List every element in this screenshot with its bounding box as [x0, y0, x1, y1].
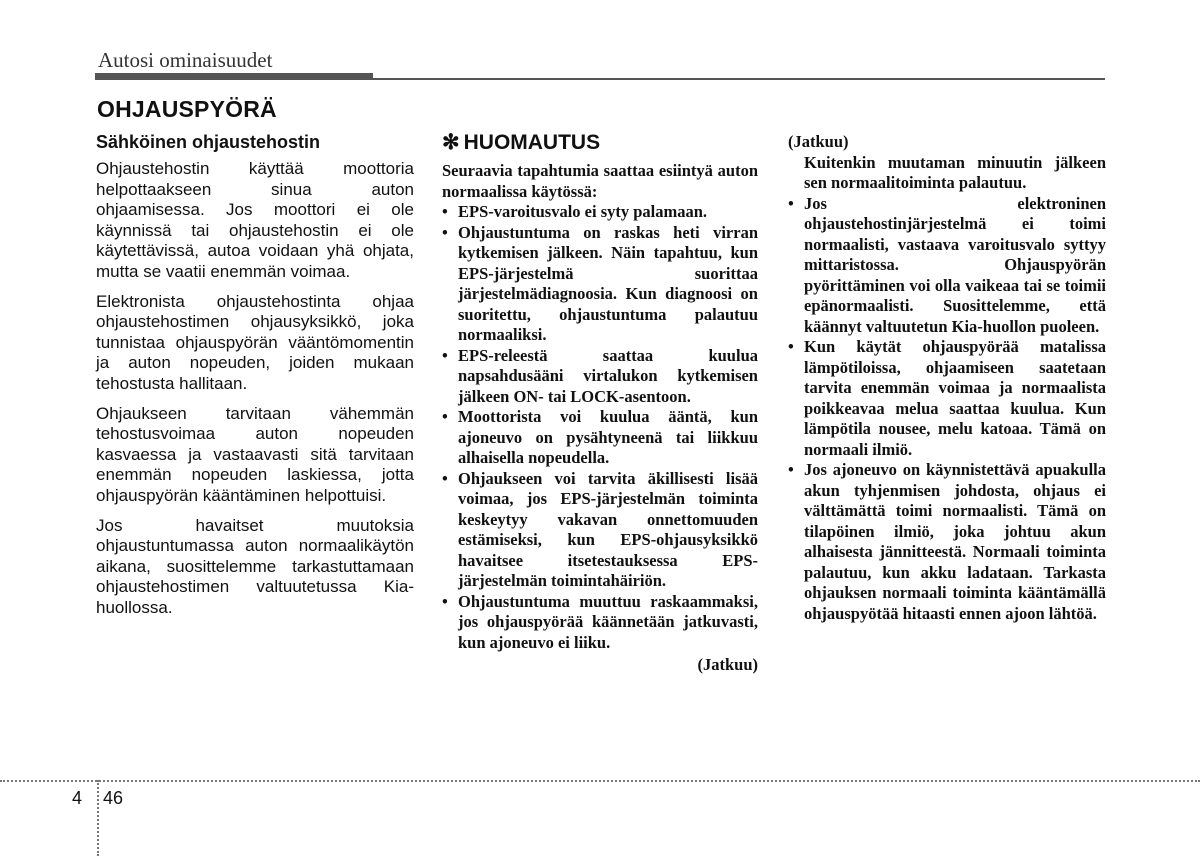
list-item — [442, 469, 758, 592]
paragraph: Elektronista ohjaustehostinta ohjaa ohjaustehostimen ohjausyksikkö, joka tunnistaa ohjauspyörän vääntömomentin ja auton nopeuden, joiden mukaan tehostusta hallitaan. — [96, 291, 414, 393]
bullet-icon: • — [442, 591, 448, 611]
section-title: OHJAUSPYÖRÄ — [97, 96, 277, 122]
list-item-text: Jos elektroninen ohjaustehostinjärjestelmä ei toimi normaalisti, vastaava varoitusvalo syttyy mittaristossa. Ohjauspyörän pyörittäminen voi olla vaikeaa tai se toimii epänormaalisti. Suosittelemme, että käännyt valtuutetun Kia-huollon puoleen. — [804, 193, 1106, 336]
asterisk-icon: ✻ — [442, 131, 460, 154]
list-item — [442, 407, 758, 469]
subsection-heading: Sähköinen ohjaustehostin — [96, 132, 321, 152]
notice-intro: Seuraavia tapahtumia saattaa esiintyä auton normaalissa käytössä: — [442, 161, 758, 201]
column-1 — [96, 132, 414, 627]
bullet-icon: • — [788, 460, 794, 479]
bullet-icon: • — [442, 407, 448, 426]
bullet-icon: • — [442, 468, 448, 488]
continued-paragraph: Kuitenkin muutaman minuutin jälkeen sen normaalitoiminta palautuu. — [804, 152, 1106, 192]
bullet-icon: • — [442, 222, 448, 242]
list-item-text: Jos ajoneuvo on käynnistettävä apuakulla akun tyhjenmisen johdosta, ohjaus ei välttämättä toimi normaalisti. Tämä on tilapöinen ilmiö, joka johtuu akun alhaisesta jännitteestä. Normaali toiminta palautuu, kun akku ladataan. Tarkasta ohjauksen normaali toiminta kääntämällä ohjauspyötää hitaasti ennen ajoon lähtöä. — [804, 460, 1106, 623]
footer-vertical-divider — [97, 780, 99, 856]
column-3-notice-continued — [788, 132, 1106, 624]
list-item — [442, 346, 758, 408]
list-item-text: EPS-varoitusvalo ei syty palamaan. — [458, 202, 708, 221]
paragraph: Ohjaukseen tarvitaan vähemmän tehostusvoimaa auton nopeuden kasvaessa ja vastaavasti sitä tarvitaan enemmän nopeuden laskiessa, jotta ohjauspyörän kääntäminen helpottuisi. — [96, 403, 414, 505]
bullet-icon: • — [442, 202, 448, 221]
paragraph: Jos havaitset muutoksia ohjaustuntumassa auton normaalikäytön aikana, suosittelemme tarkastuttamaan ohjaustehostimen valtuutetussa Kia-huollossa. — [96, 515, 414, 617]
column-2-notice — [442, 130, 758, 676]
notice-heading-text: HUOMAUTUS — [463, 131, 601, 154]
bullet-icon: • — [442, 345, 448, 365]
list-item-text: Ohjaustuntuma muuttuu raskaammaksi, jos ohjauspyörää käännetään jatkuvasti, kun ajoneuvo ei liiku. — [458, 591, 758, 652]
list-item-text: EPS-releestä saattaa kuulua napsahdusääni virtalukon kytkemisen jälkeen ON- tai LOCK-asentoon. — [458, 345, 758, 406]
header-rule-thin — [95, 78, 1105, 80]
list-item-text: Kun käytät ohjauspyörää matalissa lämpötiloissa, ohjaamiseen saatetaan tarvita enemmän voimaa ja normaalista poikkeavaa melua saattaa kuulua. Kun lämpötila nousee, melu katoaa. Tämä on normaali ilmiö. — [804, 337, 1106, 459]
list-item-text: Ohjaustuntuma on raskas heti virran kytkemisen jälkeen. Näin tapahtuu, kun EPS-järjestelmä suorittaa järjestelmädiagnoosia. Kun diagnoosi on suoritettu, ohjaustuntuma palautuu normaaliksi. — [458, 222, 758, 344]
notice-heading — [442, 130, 758, 155]
page-number: 46 — [103, 788, 124, 808]
bullet-icon: • — [788, 337, 794, 356]
bullet-icon: • — [788, 193, 794, 213]
list-item — [788, 460, 1106, 624]
continued-label: (Jatkuu) — [697, 655, 758, 674]
notice-list — [788, 194, 1106, 625]
list-item — [788, 337, 1106, 460]
running-header: Autosi ominaisuudet — [98, 48, 273, 72]
paragraph: Ohjaustehostin käyttää moottoria helpottaakseen sinua auton ohjaamisessa. Jos moottori ei ole käynnissä tai ohjaustehostin ei ole käytettävissä, autoa voidaan yhä ohjata, mutta se vaatii enemmän voimaa. — [96, 159, 414, 281]
footer-divider — [0, 780, 1200, 782]
list-item — [442, 202, 758, 223]
list-item-text: Moottorista voi kuulua ääntä, kun ajoneuvo on pysähtyneenä tai liikkuu alhaisella nopeudella. — [458, 407, 758, 467]
list-item-text: Ohjaukseen voi tarvita äkillisesti lisää voimaa, jos EPS-järjestelmän toiminta keskeytyy vakavan onnettomuuden estämiseksi, kun EPS-ohjausyksikkö havaitsee itsetestauksessa EPS-järjestelmän toimintahäiriön. — [458, 468, 758, 590]
list-item — [788, 194, 1106, 338]
chapter-number: 4 — [72, 788, 83, 808]
continued-label: (Jatkuu) — [788, 132, 849, 151]
notice-list — [442, 202, 758, 653]
list-item — [442, 223, 758, 346]
list-item — [442, 592, 758, 654]
